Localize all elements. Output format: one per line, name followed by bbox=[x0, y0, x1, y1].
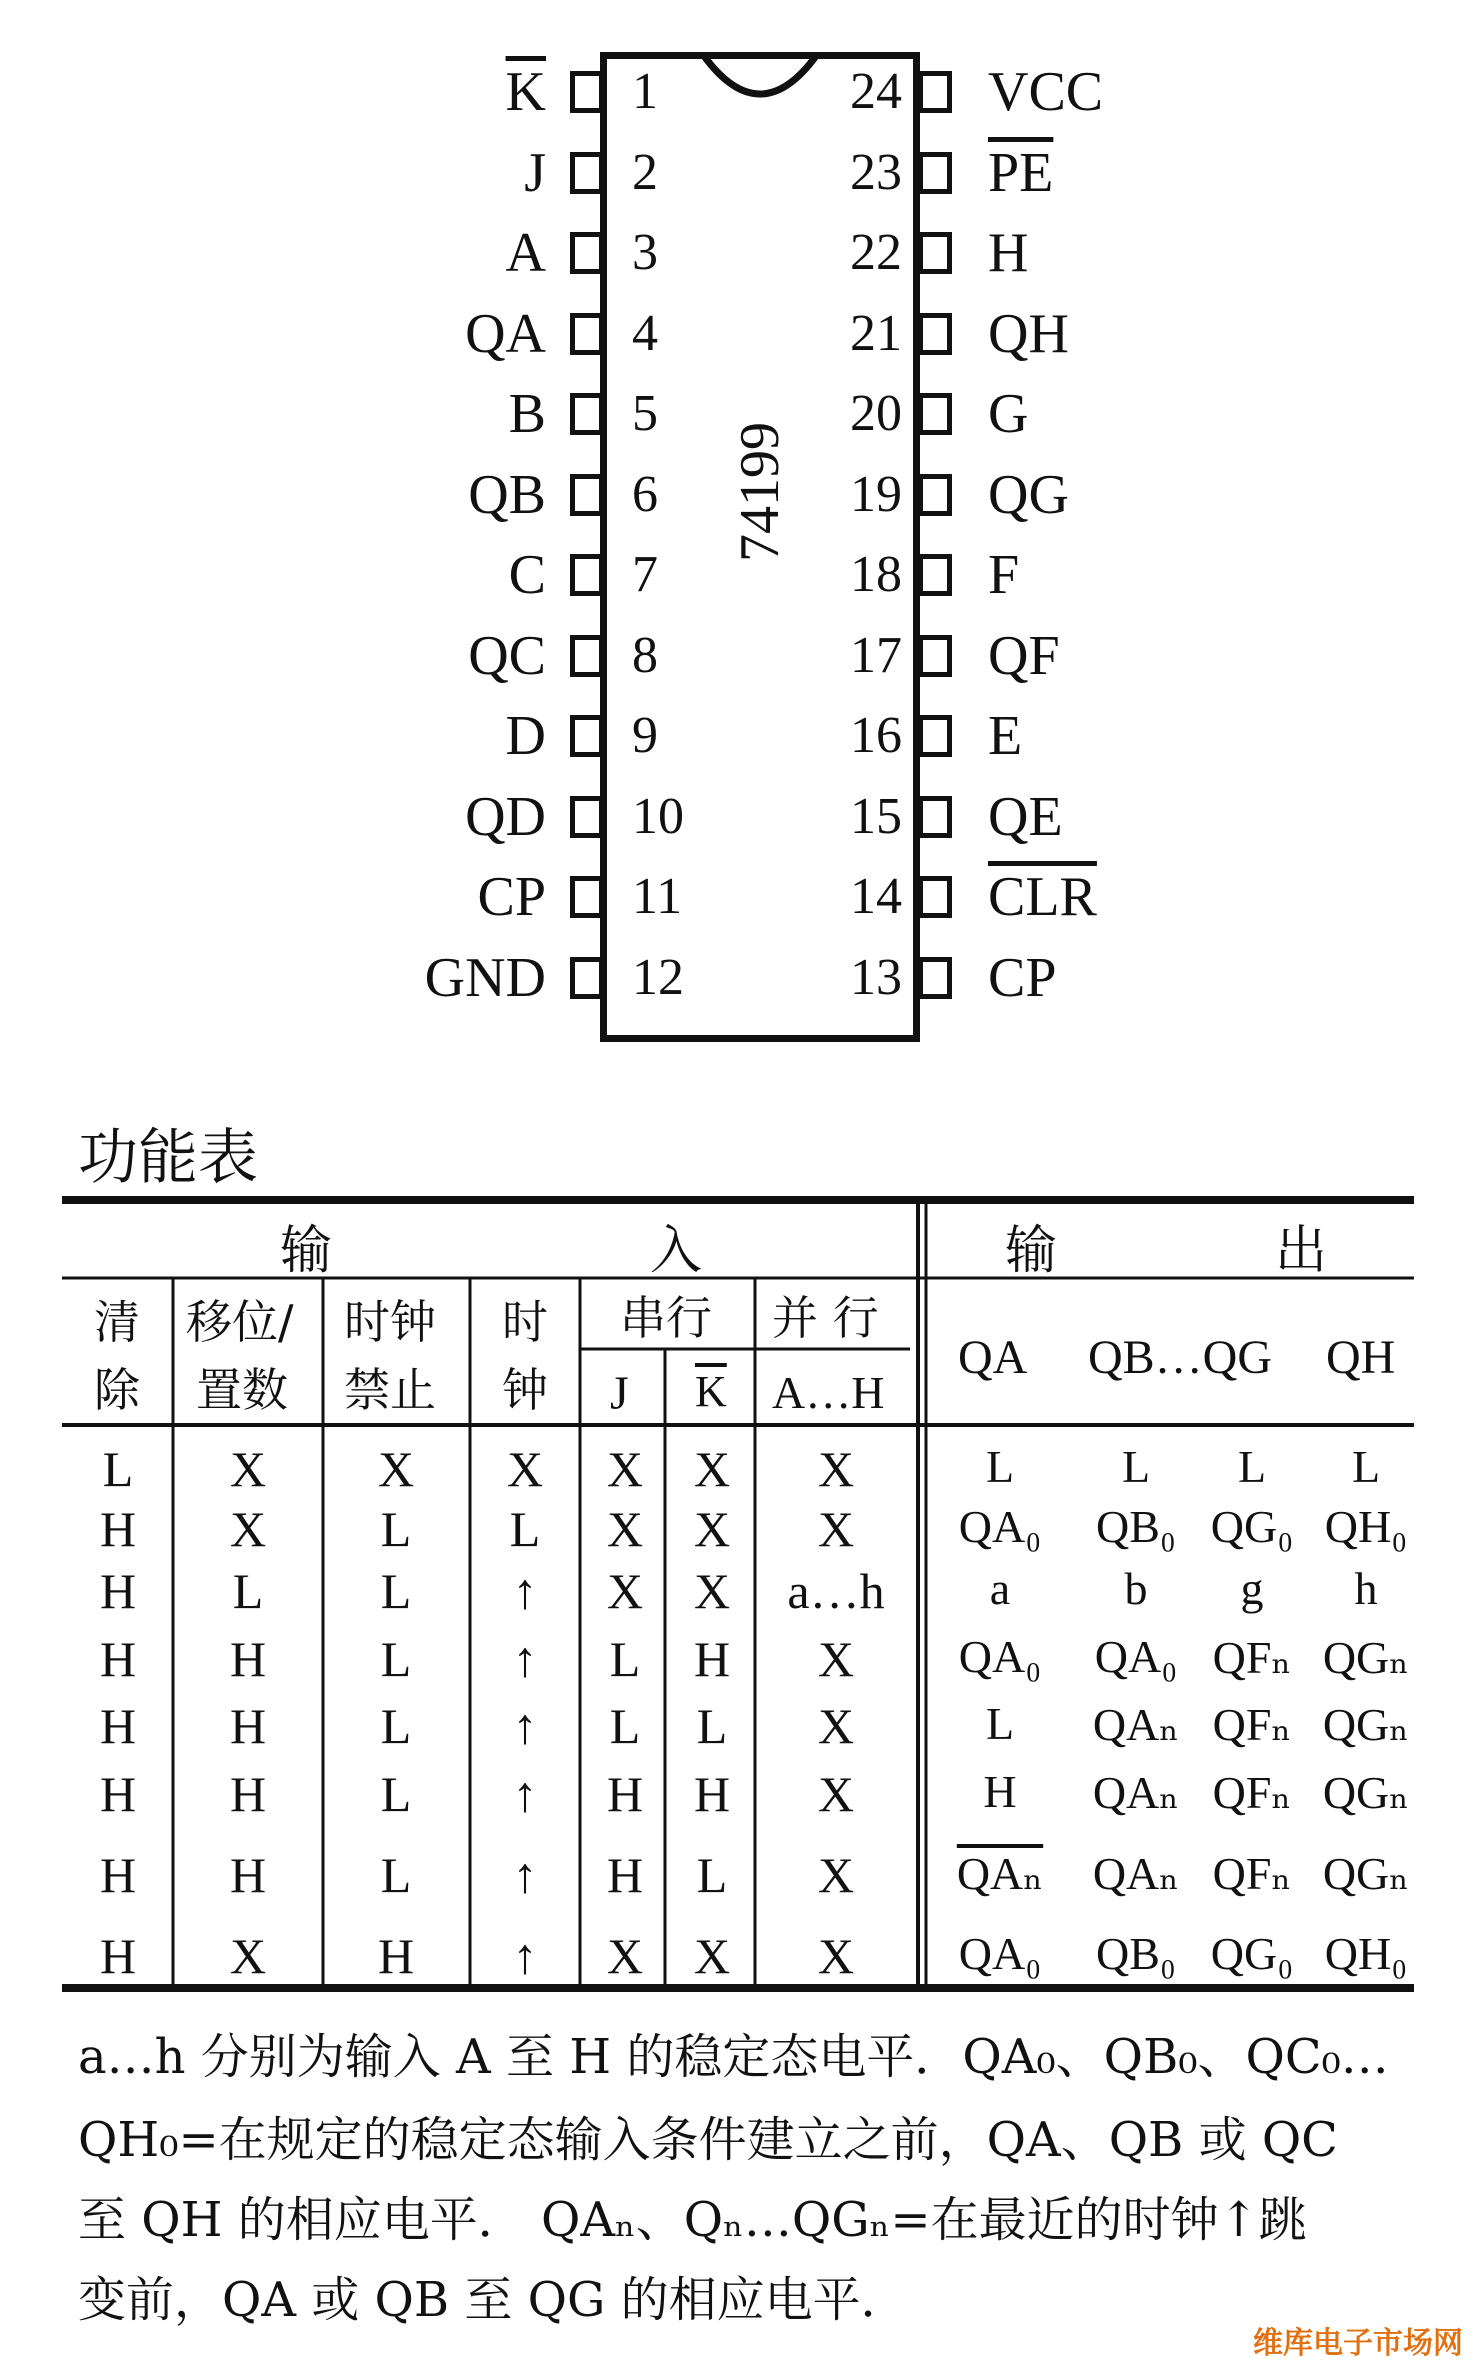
table-cell: QFₙ bbox=[1212, 1848, 1292, 1899]
pin-number-left: 4 bbox=[632, 304, 658, 362]
table-cell: L bbox=[380, 1766, 412, 1822]
table-cell: X bbox=[606, 1563, 644, 1619]
table-cell: ↑ bbox=[512, 1928, 538, 1984]
table-cell: L bbox=[985, 1698, 1015, 1749]
col-clear-1: 清 bbox=[94, 1295, 140, 1349]
pin-number-left: 6 bbox=[632, 465, 658, 523]
table-cell: L bbox=[380, 1847, 412, 1903]
col-clear-2: 除 bbox=[94, 1363, 140, 1417]
pin-label-left: GND bbox=[424, 946, 546, 1009]
table-cell: QAₙ bbox=[1092, 1699, 1180, 1750]
table-cell: L bbox=[380, 1563, 412, 1619]
table-cell: ↑ bbox=[512, 1563, 538, 1619]
table-cell: H bbox=[983, 1766, 1017, 1817]
table-cell: X bbox=[693, 1928, 731, 1984]
table-cell: L bbox=[1351, 1441, 1381, 1492]
table-cell: ↑ bbox=[512, 1847, 538, 1903]
header-input-2: 入 bbox=[650, 1221, 703, 1281]
table-cell: H bbox=[99, 1563, 137, 1619]
table-cell: $\overline{QA_n}$ bbox=[956, 1848, 1044, 1899]
table-cell: L bbox=[609, 1698, 641, 1754]
pin-number-right: 16 bbox=[850, 707, 902, 764]
table-cell: QAₙ bbox=[1092, 1767, 1180, 1818]
table-cell: X bbox=[817, 1928, 855, 1984]
pin-label-right: E bbox=[988, 705, 1023, 767]
table-cell: X bbox=[817, 1441, 855, 1497]
table-cell: X bbox=[229, 1928, 267, 1984]
table-cell: H bbox=[229, 1847, 267, 1903]
pin-label-left: C bbox=[508, 544, 546, 606]
table-cell: g bbox=[1240, 1563, 1264, 1614]
table-cell: X bbox=[606, 1501, 644, 1557]
table-cell: QG₀ bbox=[1210, 1501, 1294, 1552]
table-cell: X bbox=[606, 1928, 644, 1984]
table-cell: X bbox=[817, 1698, 855, 1754]
pin-number-right: 18 bbox=[850, 546, 902, 603]
table-cell: QGₙ bbox=[1322, 1632, 1410, 1683]
table-cell: X bbox=[229, 1501, 267, 1557]
col-out-qbqg: QB…QG bbox=[1088, 1331, 1273, 1384]
pin-label-left: B bbox=[508, 383, 546, 445]
pin-label-right: QF bbox=[988, 624, 1060, 687]
table-cell: X bbox=[229, 1441, 267, 1497]
pin-label-left: QA bbox=[465, 302, 546, 365]
table-cell: QGₙ bbox=[1322, 1699, 1410, 1750]
table-cell: H bbox=[693, 1631, 731, 1687]
col-serial: 串行 bbox=[620, 1291, 712, 1345]
table-cell: h bbox=[1354, 1563, 1378, 1614]
pin-number-left: 8 bbox=[632, 626, 658, 684]
pin-label-right: H bbox=[988, 222, 1029, 284]
col-out-qa: QA bbox=[958, 1331, 1028, 1384]
pin-number-right: 17 bbox=[850, 626, 902, 684]
table-cell: QAₙ bbox=[1092, 1848, 1180, 1899]
pin-number-left: 10 bbox=[632, 787, 684, 845]
table-cell: L bbox=[1121, 1441, 1151, 1492]
pin-label-right: VCC bbox=[988, 61, 1104, 123]
part-number: 74199 bbox=[729, 422, 791, 562]
col-out-qh: QH bbox=[1326, 1331, 1396, 1384]
table-cell: X bbox=[693, 1441, 731, 1497]
table-cell: X bbox=[693, 1563, 731, 1619]
table-cell: L bbox=[509, 1501, 541, 1557]
table-cell: QA₀ bbox=[1094, 1631, 1178, 1682]
table-cell: H bbox=[99, 1928, 137, 1984]
col-clkinh-2: 禁止 bbox=[344, 1363, 436, 1417]
table-cell: H bbox=[229, 1631, 267, 1687]
pin-number-left: 7 bbox=[632, 546, 658, 603]
table-cell: L bbox=[696, 1847, 728, 1903]
table-cell: H bbox=[99, 1631, 137, 1687]
note-line-1: a…h 分别为输入 A 至 H 的稳定态电平．QA₀、QB₀、QC₀… bbox=[78, 2029, 1389, 2085]
table-cell: H bbox=[229, 1766, 267, 1822]
table-cell: X bbox=[817, 1631, 855, 1687]
col-shift-1: 移位/ bbox=[186, 1295, 294, 1349]
table-cell: H bbox=[693, 1766, 731, 1822]
pin-number-right: 20 bbox=[850, 385, 902, 442]
pin-number-right: 13 bbox=[850, 948, 902, 1006]
pin-label-right: G bbox=[988, 383, 1029, 445]
pin-label-right: QE bbox=[988, 785, 1063, 848]
pin-label-right: $\overline{PE}$ bbox=[988, 141, 1054, 204]
table-cell: ↑ bbox=[512, 1766, 538, 1822]
table-cell: QG₀ bbox=[1210, 1928, 1294, 1979]
function-table-title: 功能表 bbox=[78, 1123, 258, 1193]
table-cell: ↑ bbox=[512, 1631, 538, 1687]
table-cell: L bbox=[380, 1501, 412, 1557]
pin-label-left: J bbox=[524, 141, 546, 204]
col-parallel: 并 行 bbox=[772, 1291, 879, 1345]
pin-label-left: QB bbox=[468, 463, 546, 526]
table-cell: X bbox=[606, 1441, 644, 1497]
table-cell: X bbox=[693, 1501, 731, 1557]
header-output-1: 输 bbox=[1005, 1221, 1058, 1281]
table-cell: a bbox=[989, 1563, 1011, 1614]
table-cell: H bbox=[99, 1766, 137, 1822]
table-cell: X bbox=[377, 1441, 415, 1497]
pin-number-left: 11 bbox=[632, 868, 683, 925]
table-cell: QA₀ bbox=[958, 1928, 1042, 1979]
table-cell: QH₀ bbox=[1324, 1928, 1408, 1979]
pin-label-right: $\overline{CLR}$ bbox=[988, 866, 1097, 928]
pin-label-left: D bbox=[505, 705, 546, 767]
pin-number-right: 15 bbox=[850, 787, 902, 845]
watermark-logo: 维库电子市场网 bbox=[1253, 2326, 1463, 2361]
pin-label-right: QG bbox=[988, 463, 1069, 526]
table-cell: L bbox=[1237, 1441, 1267, 1492]
table-cell: QGₙ bbox=[1322, 1767, 1410, 1818]
table-cell: QGₙ bbox=[1322, 1848, 1410, 1899]
table-cell: L bbox=[232, 1563, 264, 1619]
table-cell: QA₀ bbox=[958, 1631, 1042, 1682]
pin-label-right: CP bbox=[988, 946, 1057, 1009]
pin-label-left: QD bbox=[465, 785, 546, 848]
table-cell: H bbox=[377, 1928, 415, 1984]
pin-label-left: $\overline{K}$ bbox=[505, 61, 546, 123]
table-cell: L bbox=[985, 1441, 1015, 1492]
pin-number-left: 5 bbox=[632, 385, 658, 442]
col-clock-1: 时 bbox=[502, 1295, 548, 1349]
col-shift-2: 置数 bbox=[196, 1363, 288, 1417]
table-cell: H bbox=[99, 1501, 137, 1557]
pin-label-right: F bbox=[988, 544, 1020, 606]
note-line-2: QH₀=在规定的稳定态输入条件建立之前，QA、QB 或 QC bbox=[78, 2112, 1338, 2168]
pin-label-left: CP bbox=[477, 866, 546, 928]
table-cell: L bbox=[102, 1441, 134, 1497]
note-line-4: 变前，QA 或 QB 至 QG 的相应电平． bbox=[78, 2272, 909, 2328]
table-cell: QFₙ bbox=[1212, 1632, 1292, 1683]
table-cell: L bbox=[380, 1698, 412, 1754]
table-cell: QA₀ bbox=[958, 1501, 1042, 1552]
pin-label-left: A bbox=[505, 222, 546, 284]
table-cell: X bbox=[817, 1501, 855, 1557]
table-cell: QB₀ bbox=[1096, 1501, 1176, 1552]
table-cell: L bbox=[696, 1698, 728, 1754]
pin-label-left: QC bbox=[468, 624, 546, 687]
pin-number-left: 2 bbox=[632, 143, 658, 201]
pin-number-right: 21 bbox=[850, 304, 902, 362]
pin-number-right: 24 bbox=[850, 63, 902, 120]
table-cell: X bbox=[817, 1847, 855, 1903]
pin-number-left: 12 bbox=[632, 948, 684, 1006]
table-cell: X bbox=[506, 1441, 544, 1497]
table-cell: H bbox=[99, 1847, 137, 1903]
table-cell: a…h bbox=[787, 1563, 885, 1619]
pin-number-right: 23 bbox=[850, 143, 902, 201]
col-k: $\overline{K}$ bbox=[695, 1367, 727, 1416]
table-cell: ↑ bbox=[512, 1698, 538, 1754]
table-cell: H bbox=[606, 1847, 644, 1903]
table-cell: L bbox=[380, 1631, 412, 1687]
pin-label-right: QH bbox=[988, 302, 1069, 365]
table-cell: QH₀ bbox=[1324, 1501, 1408, 1552]
table-cell: X bbox=[817, 1766, 855, 1822]
col-j: J bbox=[610, 1367, 629, 1420]
pin-number-left: 9 bbox=[632, 707, 658, 764]
header-output-2: 出 bbox=[1275, 1221, 1328, 1281]
pin-number-right: 14 bbox=[850, 868, 902, 925]
table-cell: QB₀ bbox=[1096, 1928, 1176, 1979]
table-cell: H bbox=[229, 1698, 267, 1754]
col-ah: A…H bbox=[772, 1367, 885, 1418]
pin-number-left: 1 bbox=[632, 63, 658, 120]
col-clkinh-1: 时钟 bbox=[344, 1295, 436, 1349]
pin-number-right: 19 bbox=[850, 465, 902, 523]
note-line-3: 至 QH 的相应电平． QAₙ、Qₙ…QGₙ=在最近的时钟↑跳 bbox=[78, 2192, 1307, 2248]
table-cell: QFₙ bbox=[1212, 1767, 1292, 1818]
pin-number-left: 3 bbox=[632, 224, 658, 281]
table-cell: H bbox=[606, 1766, 644, 1822]
table-cell: b bbox=[1124, 1563, 1148, 1614]
table-cell: QFₙ bbox=[1212, 1699, 1292, 1750]
table-cell: L bbox=[609, 1631, 641, 1687]
pin-number-right: 22 bbox=[850, 224, 902, 281]
table-cell: H bbox=[99, 1698, 137, 1754]
header-input-1: 输 bbox=[280, 1221, 333, 1281]
col-clock-2: 钟 bbox=[502, 1363, 548, 1417]
